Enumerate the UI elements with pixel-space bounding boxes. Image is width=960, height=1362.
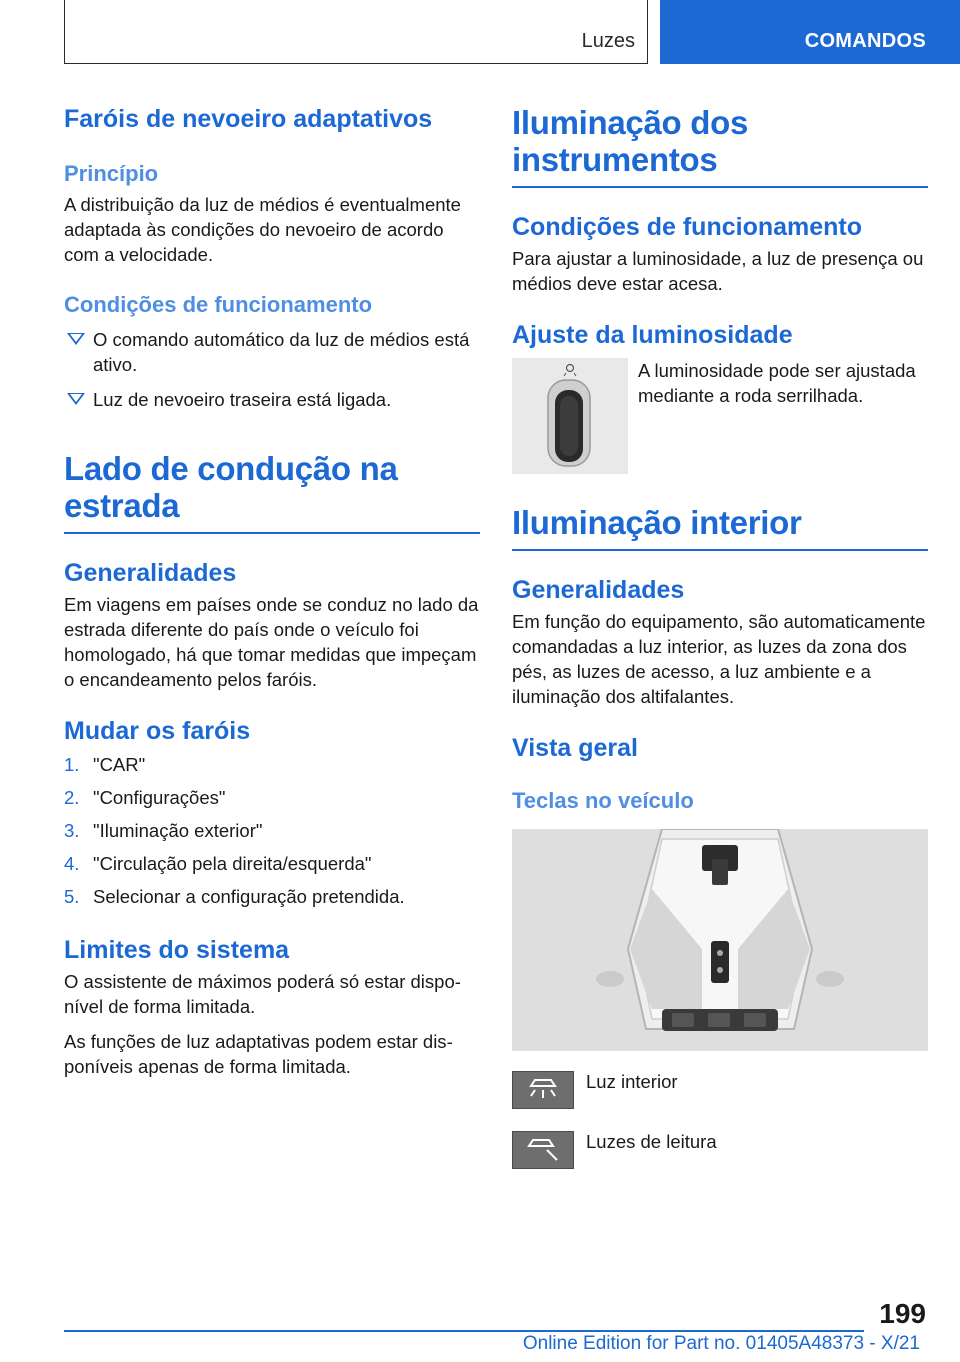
heading-vehicle-keys: Teclas no veículo [512,788,694,813]
list-item: Luz de nevoeiro traseira está ligada. [64,387,480,412]
steps-list [64,752,480,909]
paragraph-brightness: A luminosidade pode ser ajustada mediante a roda serrilhada. [638,360,916,406]
section-title: Luzes [581,30,635,52]
right-column [512,100,928,1187]
footer-divider [64,1330,864,1332]
paragraph-limits-2: As funções de luz adaptativas podem estar disponíveis apenas de forma limitada. [64,1031,453,1077]
chapter-title: COMANDOS [804,30,926,52]
heading-change-headlights: Mudar os faróis [64,717,251,745]
chapter-tab [660,0,960,64]
paragraph-conditions-2: Para ajustar a luminosidade, a luz de presença ou médios deve estar acesa. [512,248,924,294]
interior-light-icon [512,1071,574,1109]
list-item: 1. "CAR" [64,754,146,775]
key-row-interior [512,1069,928,1127]
reading-light-icon [512,1131,574,1169]
bullet-triangle-icon [67,393,85,405]
heading-general-2: Generalidades [512,576,685,604]
paragraph-general: Em viagens em países onde se conduz no lado da estrada diferente do país onde o veículo foi homologado, há que tomar medidas que impeçam o encandeamento pelos faróis. [64,594,479,690]
reading-light-label: Luzes de leitura [586,1131,717,1152]
header-left-box [64,0,648,64]
footer-edition: Online Edition for Part no. 01405A48373 - X/21 [522,1333,920,1354]
heading-conditions: Condições de funcionamento [64,292,373,317]
heading-interior-lighting: Iluminação interior [512,504,928,551]
bullet-triangle-icon [67,333,85,345]
brightness-block [512,358,928,486]
left-column [64,100,480,1079]
heading-conditions-2: Condições de funcionamento [512,213,863,241]
heading-driving-side: Lado de condução na estrada [64,450,480,534]
paragraph-principle: A distribuição da luz de médios é eventualmente adaptada às condições do nevoeiro de acordo com a velocidade. [64,194,461,265]
key-row-reading [512,1129,928,1187]
list-item: 5. Selecionar a configuração pretendida. [64,886,405,907]
conditions-list [64,327,480,412]
heading-system-limits: Limites do sistema [64,936,290,964]
heading-principle: Princípio [64,161,159,186]
list-item: O comando automático da luz de médios está ativo. [64,327,480,377]
heading-fog-lights: Faróis de nevoeiro adaptativos [64,105,433,133]
paragraph-limits-1: O assistente de máximos poderá só estar disponível de forma limitada. [64,971,461,1017]
overhead-console-block [512,829,928,1051]
interior-light-label: Luz interior [586,1071,678,1092]
paragraph-general-2: Em função do equipamento, são automaticamente comandadas a luz interior, as luzes da zona dos pés, as luzes de acesso, a luz ambiente e a iluminação dos altifalantes. [512,611,926,707]
overhead-console-image [512,829,928,1051]
thumbwheel-image [512,358,628,474]
list-item: 3. "Iluminação exterior" [64,820,263,841]
heading-instrument-lighting: Iluminação dos instrumentos [512,104,928,188]
list-item: 2. "Configurações" [64,787,226,808]
list-item: 4. "Circulação pela direita/esquerda" [64,853,372,874]
heading-overview: Vista geral [512,734,639,762]
heading-general: Generalidades [64,559,237,587]
page-number: 199 [879,1298,926,1329]
heading-brightness-adjust: Ajuste da luminosidade [512,321,793,349]
